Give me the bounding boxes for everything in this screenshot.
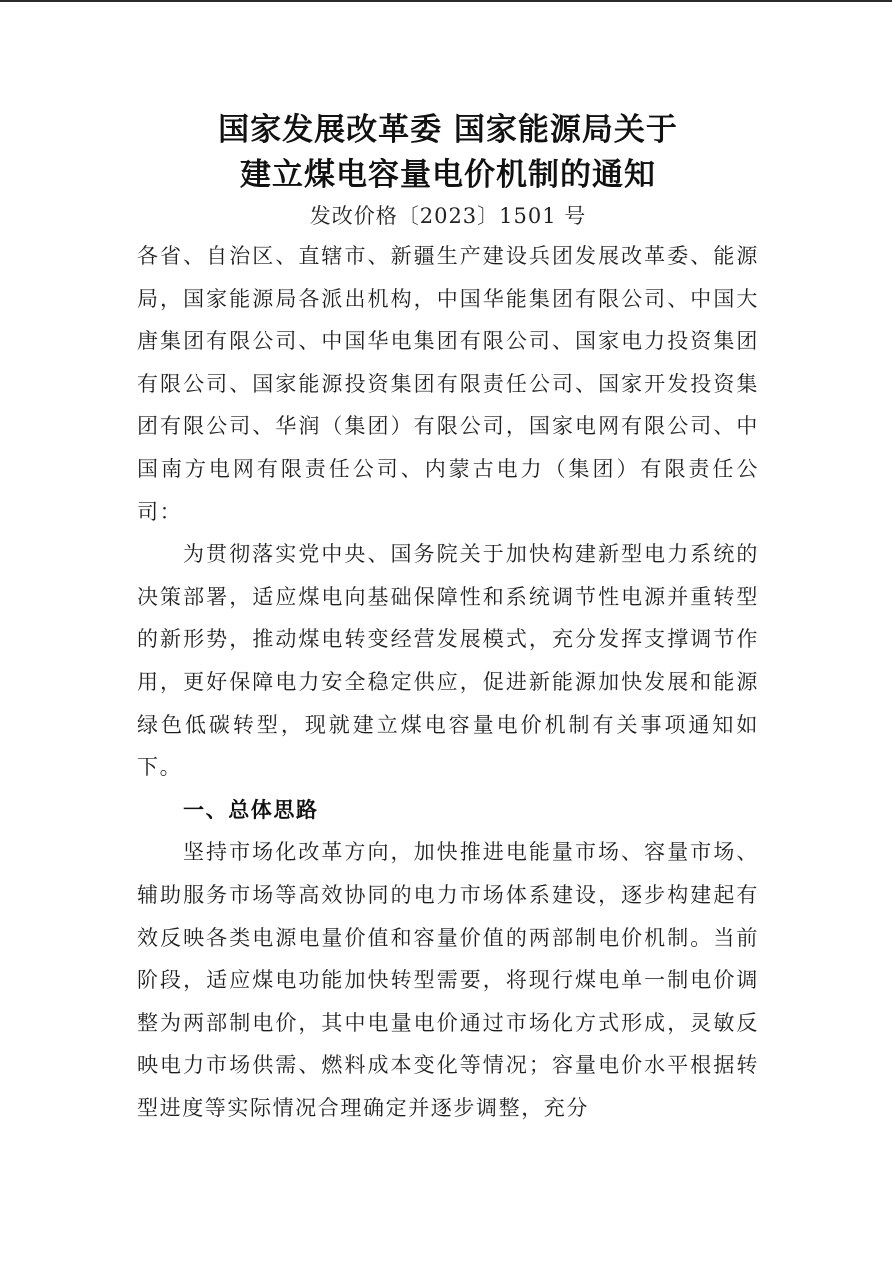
document-number: 发改价格〔2023〕1501 号 — [309, 204, 587, 228]
document-title — [137, 108, 759, 198]
section-1-paragraph: 坚持市场化改革方向，加快推进电能量市场、容量市场、辅助服务市场等高效协同的电力市场体系建设，逐步构建起有效反映各类电源电量价值和容量价值的两部制电价机制。当前阶段，适应煤电功能加快转型需要，将现行煤电单一制电价调整为两部制电价，其中电量电价通过市场化方式形成，灵敏反映电力市场供需、燃料成本变化等情况；容量电价水平根据转型进度等实际情况合理确定并逐步调整，充分 — [137, 840, 759, 1120]
title-line-1: 国家发展改革委 国家能源局关于 — [218, 112, 678, 148]
addressees-paragraph: 各省、自治区、直辖市、新疆生产建设兵团发展改革委、能源局，国家能源局各派出机构，中国华能集团有限公司、中国大唐集团有限公司、中国华电集团有限公司、国家电力投资集团有限公司、国家能源投资集团有限责任公司、国家开发投资集团有限公司、华润（集团）有限公司，国家电网有限公司、中国南方电网有限责任公司、内蒙古电力（集团）有限责任公司： — [137, 244, 759, 524]
title-line-2: 建立煤电容量电价机制的通知 — [240, 157, 656, 193]
section-heading-1: 一、总体思路 — [183, 797, 319, 822]
intro-paragraph: 为贯彻落实党中央、国务院关于加快构建新型电力系统的决策部署，适应煤电向基础保障性和系统调节性电源并重转型的新形势，推动煤电转变经营发展模式，充分发挥支撑调节作用，更好保障电力安全稳定供应，促进新能源加快发展和能源绿色低碳转型，现就建立煤电容量电价机制有关事项通知如下。 — [137, 542, 759, 780]
document-page — [137, 108, 759, 1129]
page-top-border — [0, 0, 892, 2]
